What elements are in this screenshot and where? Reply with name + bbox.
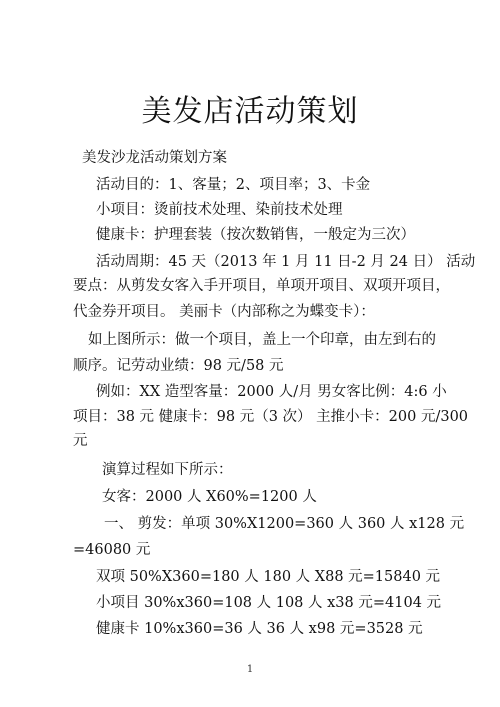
text-line: 活动目的：1、客量；2、项目率；3、卡金 [96, 177, 371, 193]
text-line: 顺序。记劳动业绩：98 元/58 元 [73, 358, 284, 374]
text-line: 元 [73, 433, 88, 449]
text-line: =46080 元 [73, 542, 151, 558]
text-line: 代金券开项目。 美丽卡（内部称之为蝶变卡）： [73, 304, 375, 320]
text-line: 例如：XX 造型客量：2000 人/月 男女客比例：4:6 小 [96, 384, 447, 400]
text-line: 健康卡：护理套装（按次数销售，一般定为三次） [96, 227, 415, 243]
text-line: 健康卡 10%x360=36 人 36 人 x98 元=3528 元 [96, 621, 423, 637]
subtitle: 美发沙龙活动策划方案 [82, 150, 227, 166]
page-number: 1 [246, 664, 254, 675]
text-line: 小项目：烫前技术处理、染前技术处理 [96, 202, 343, 218]
page-title: 美发店活动策划 [141, 94, 359, 129]
text-line: 要点：从剪发女客入手开项目，单项开项目、双项开项目， [73, 278, 450, 294]
text-line: 演算过程如下所示： [102, 462, 233, 478]
text-line: 一、 剪发：单项 30%X1200=360 人 360 人 x128 元 [104, 516, 465, 532]
text-line: 活动周期：45 天（2013 年 1 月 11 日-2 月 24 日） 活动 [96, 254, 476, 270]
text-line: 双项 50%X360=180 人 180 人 X88 元=15840 元 [96, 569, 441, 585]
text-line: 女客：2000 人 X60%=1200 人 [102, 489, 317, 505]
text-line: 小项目 30%x360=108 人 108 人 x38 元=4104 元 [96, 595, 442, 611]
text-line: 如上图所示：做一个项目，盖上一个印章，由左到右的 [88, 332, 436, 348]
text-line: 项目：38 元 健康卡：98 元（3 次） 主推小卡：200 元/300 [73, 409, 469, 425]
